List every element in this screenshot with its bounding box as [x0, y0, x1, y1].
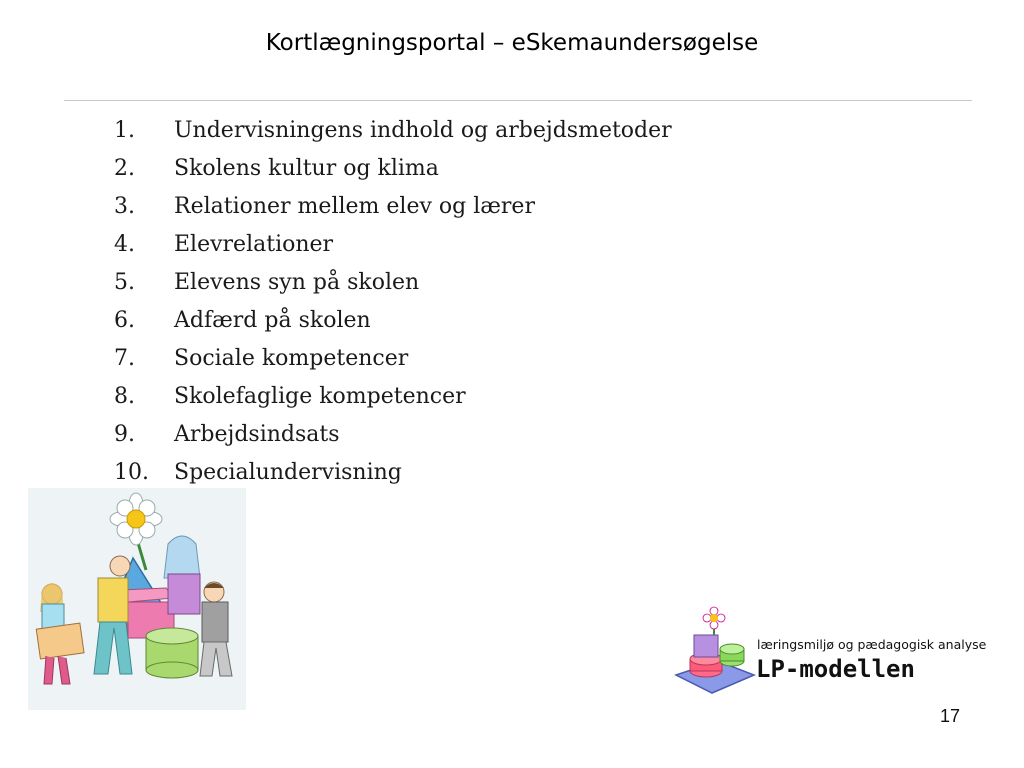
list-item-label: Skolens kultur og klima [174, 156, 439, 181]
list-item-label: Specialundervisning [174, 460, 402, 485]
list-item-number: 5. [114, 270, 135, 295]
list-item [114, 190, 672, 228]
list-item-number: 2. [114, 156, 135, 181]
list-item [114, 266, 672, 304]
list-item-label: Undervisningens indhold og arbejdsmetoder [174, 118, 672, 143]
slide-title: Kortlægningsportal – eSkemaundersøgelse [265, 30, 759, 56]
list-item-number: 8. [114, 384, 135, 409]
list-item-number: 9. [114, 422, 135, 447]
list-item-label: Skolefaglige kompetencer [174, 384, 466, 409]
list-item [114, 342, 672, 380]
list-item [114, 418, 672, 456]
logo-subtitle: læringsmiljø og pædagogisk analyse [757, 637, 987, 652]
list-item-label: Adfærd på skolen [174, 308, 371, 333]
list-item-label: Relationer mellem elev og lærer [174, 194, 535, 219]
list-item-number: 3. [114, 194, 135, 219]
lp-model-logo-icon [672, 605, 758, 699]
logo-title: LP-modellen [756, 655, 915, 683]
list-item-number: 6. [114, 308, 135, 333]
list-item [114, 152, 672, 190]
page-number: 17 [940, 706, 961, 726]
topic-list [114, 114, 672, 494]
list-item-label: Elevens syn på skolen [174, 270, 420, 295]
list-item-label: Sociale kompetencer [174, 346, 409, 371]
children-building-blocks-illustration [28, 488, 246, 710]
list-item [114, 304, 672, 342]
list-item-number: 4. [114, 232, 135, 257]
list-item [114, 114, 672, 152]
list-item-number: 1. [114, 118, 135, 143]
list-item-number: 7. [114, 346, 135, 371]
list-item-label: Arbejdsindsats [174, 422, 340, 447]
list-item-label: Elevrelationer [174, 232, 334, 257]
list-item [114, 380, 672, 418]
list-item-number: 10. [114, 460, 149, 485]
title-divider [64, 100, 972, 101]
list-item [114, 228, 672, 266]
